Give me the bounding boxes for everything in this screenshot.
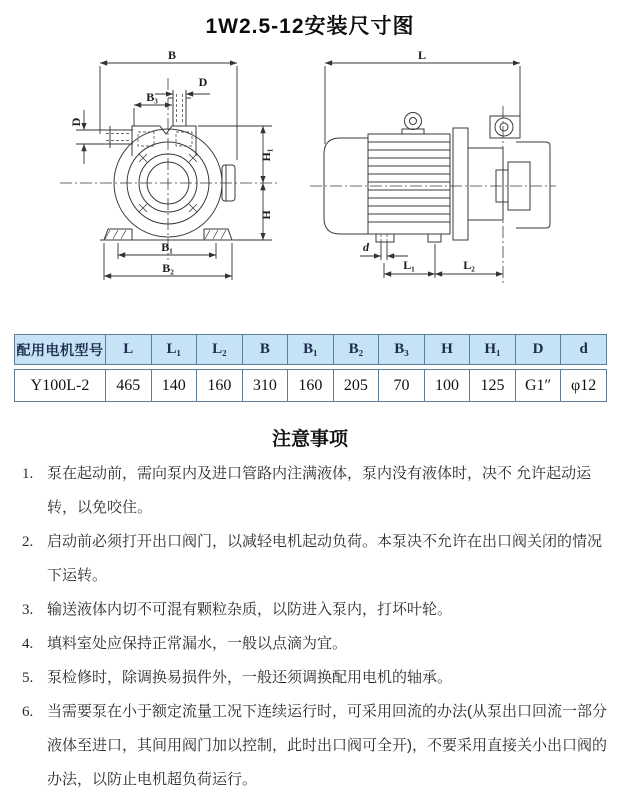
table-header-row bbox=[14, 334, 607, 365]
table-header-l1: L₁ bbox=[152, 334, 198, 365]
cell-b2: 205 bbox=[334, 369, 380, 402]
pump-side-view-drawing bbox=[298, 48, 563, 298]
cell-motor-model: Y100L-2 bbox=[14, 369, 106, 402]
installation-drawings bbox=[0, 48, 620, 300]
table-header-h1: H₁ bbox=[470, 334, 516, 365]
table-header-l2: L₂ bbox=[197, 334, 243, 365]
table-header-motor-model: 配用电机型号 bbox=[14, 334, 106, 365]
cell-l2: 160 bbox=[197, 369, 243, 402]
cell-h: 100 bbox=[425, 369, 471, 402]
note-number: 2. bbox=[22, 534, 34, 550]
cell-l: 465 bbox=[106, 369, 152, 402]
cell-l1: 140 bbox=[152, 369, 198, 402]
dim-label-l: L bbox=[417, 48, 427, 62]
table-header-b3: B₃ bbox=[379, 334, 425, 365]
note-item bbox=[22, 593, 606, 627]
side-view-dimension-lines bbox=[325, 63, 520, 278]
table-header-b1: B₁ bbox=[288, 334, 334, 365]
cell-b3: 70 bbox=[379, 369, 425, 402]
dim-label-b2: B₂ bbox=[162, 261, 174, 275]
table-header-d-lower: d bbox=[561, 334, 607, 365]
note-text: 当需要泵在小于额定流量工况下连续运行时，可采用回流的办法(从泵出口回流一部分液体至进口，其间用阀门加以控制，此时出口阀可全开)，不要采用直接关小出口阀的办法，以防止电机超负荷运行。 bbox=[47, 703, 607, 788]
notes-list bbox=[0, 457, 620, 797]
note-text: 泵在起动前，需向泵内及进口管路内注满液体，泵内没有液体时，决不 允许起动运转，以免咬住。 bbox=[47, 465, 592, 516]
table-row bbox=[14, 369, 607, 402]
dim-label-l2: L₂ bbox=[463, 258, 475, 272]
note-item bbox=[22, 525, 606, 593]
table-header-l: L bbox=[106, 334, 152, 365]
dim-label-d: d bbox=[363, 240, 369, 254]
motor-pump-outline bbox=[310, 106, 556, 283]
note-number: 1. bbox=[22, 466, 34, 482]
cell-h1: 125 bbox=[470, 369, 516, 402]
dim-label-b: B bbox=[167, 48, 177, 62]
cell-b1: 160 bbox=[288, 369, 334, 402]
note-text: 输送液体内切不可混有颗粒杂质，以防进入泵内，打坏叶轮。 bbox=[47, 601, 453, 618]
dimension-table bbox=[14, 330, 607, 406]
dim-label-b3: B₃ bbox=[146, 90, 158, 104]
note-item bbox=[22, 457, 606, 525]
note-text: 泵检修时，除调换易损件外，一般还须调换配用电机的轴承。 bbox=[47, 669, 453, 686]
note-number: 6. bbox=[22, 704, 34, 720]
page-title: 1W2.5-12安装尺寸图 bbox=[205, 15, 415, 38]
table-header-b: B bbox=[243, 334, 289, 365]
cell-d-hole: φ12 bbox=[561, 369, 607, 402]
pump-front-view-drawing bbox=[60, 48, 300, 298]
dim-label-d-left: D bbox=[69, 117, 83, 127]
cell-b: 310 bbox=[243, 369, 289, 402]
table-header-d-upper: D bbox=[516, 334, 562, 365]
front-view-dimension-lines bbox=[76, 63, 272, 280]
note-text: 填料室处应保持正常漏水，一般以点滴为宜。 bbox=[47, 635, 348, 652]
note-number: 5. bbox=[22, 670, 34, 686]
note-item bbox=[22, 627, 606, 661]
table-header-b2: B₂ bbox=[334, 334, 380, 365]
dim-label-h: H bbox=[259, 210, 273, 220]
cell-d-thread: G1″ bbox=[516, 369, 562, 402]
note-item bbox=[22, 661, 606, 695]
note-number: 3. bbox=[22, 602, 34, 618]
side-view-dimension-labels bbox=[363, 48, 475, 272]
note-item bbox=[22, 695, 606, 797]
table-header-h: H bbox=[425, 334, 471, 365]
dim-label-h1: H₁ bbox=[259, 148, 273, 162]
dim-label-d-top: D bbox=[198, 75, 208, 89]
notes-heading: 注意事项 bbox=[271, 429, 348, 450]
dim-label-b1: B₁ bbox=[161, 240, 173, 254]
note-number: 4. bbox=[22, 636, 34, 652]
note-text: 启动前必须打开出口阀门，以减轻电机起动负荷。本泵决不允许在出口阀关闭的情况下运转。 bbox=[47, 533, 603, 584]
dim-label-l1: L₁ bbox=[403, 258, 415, 272]
